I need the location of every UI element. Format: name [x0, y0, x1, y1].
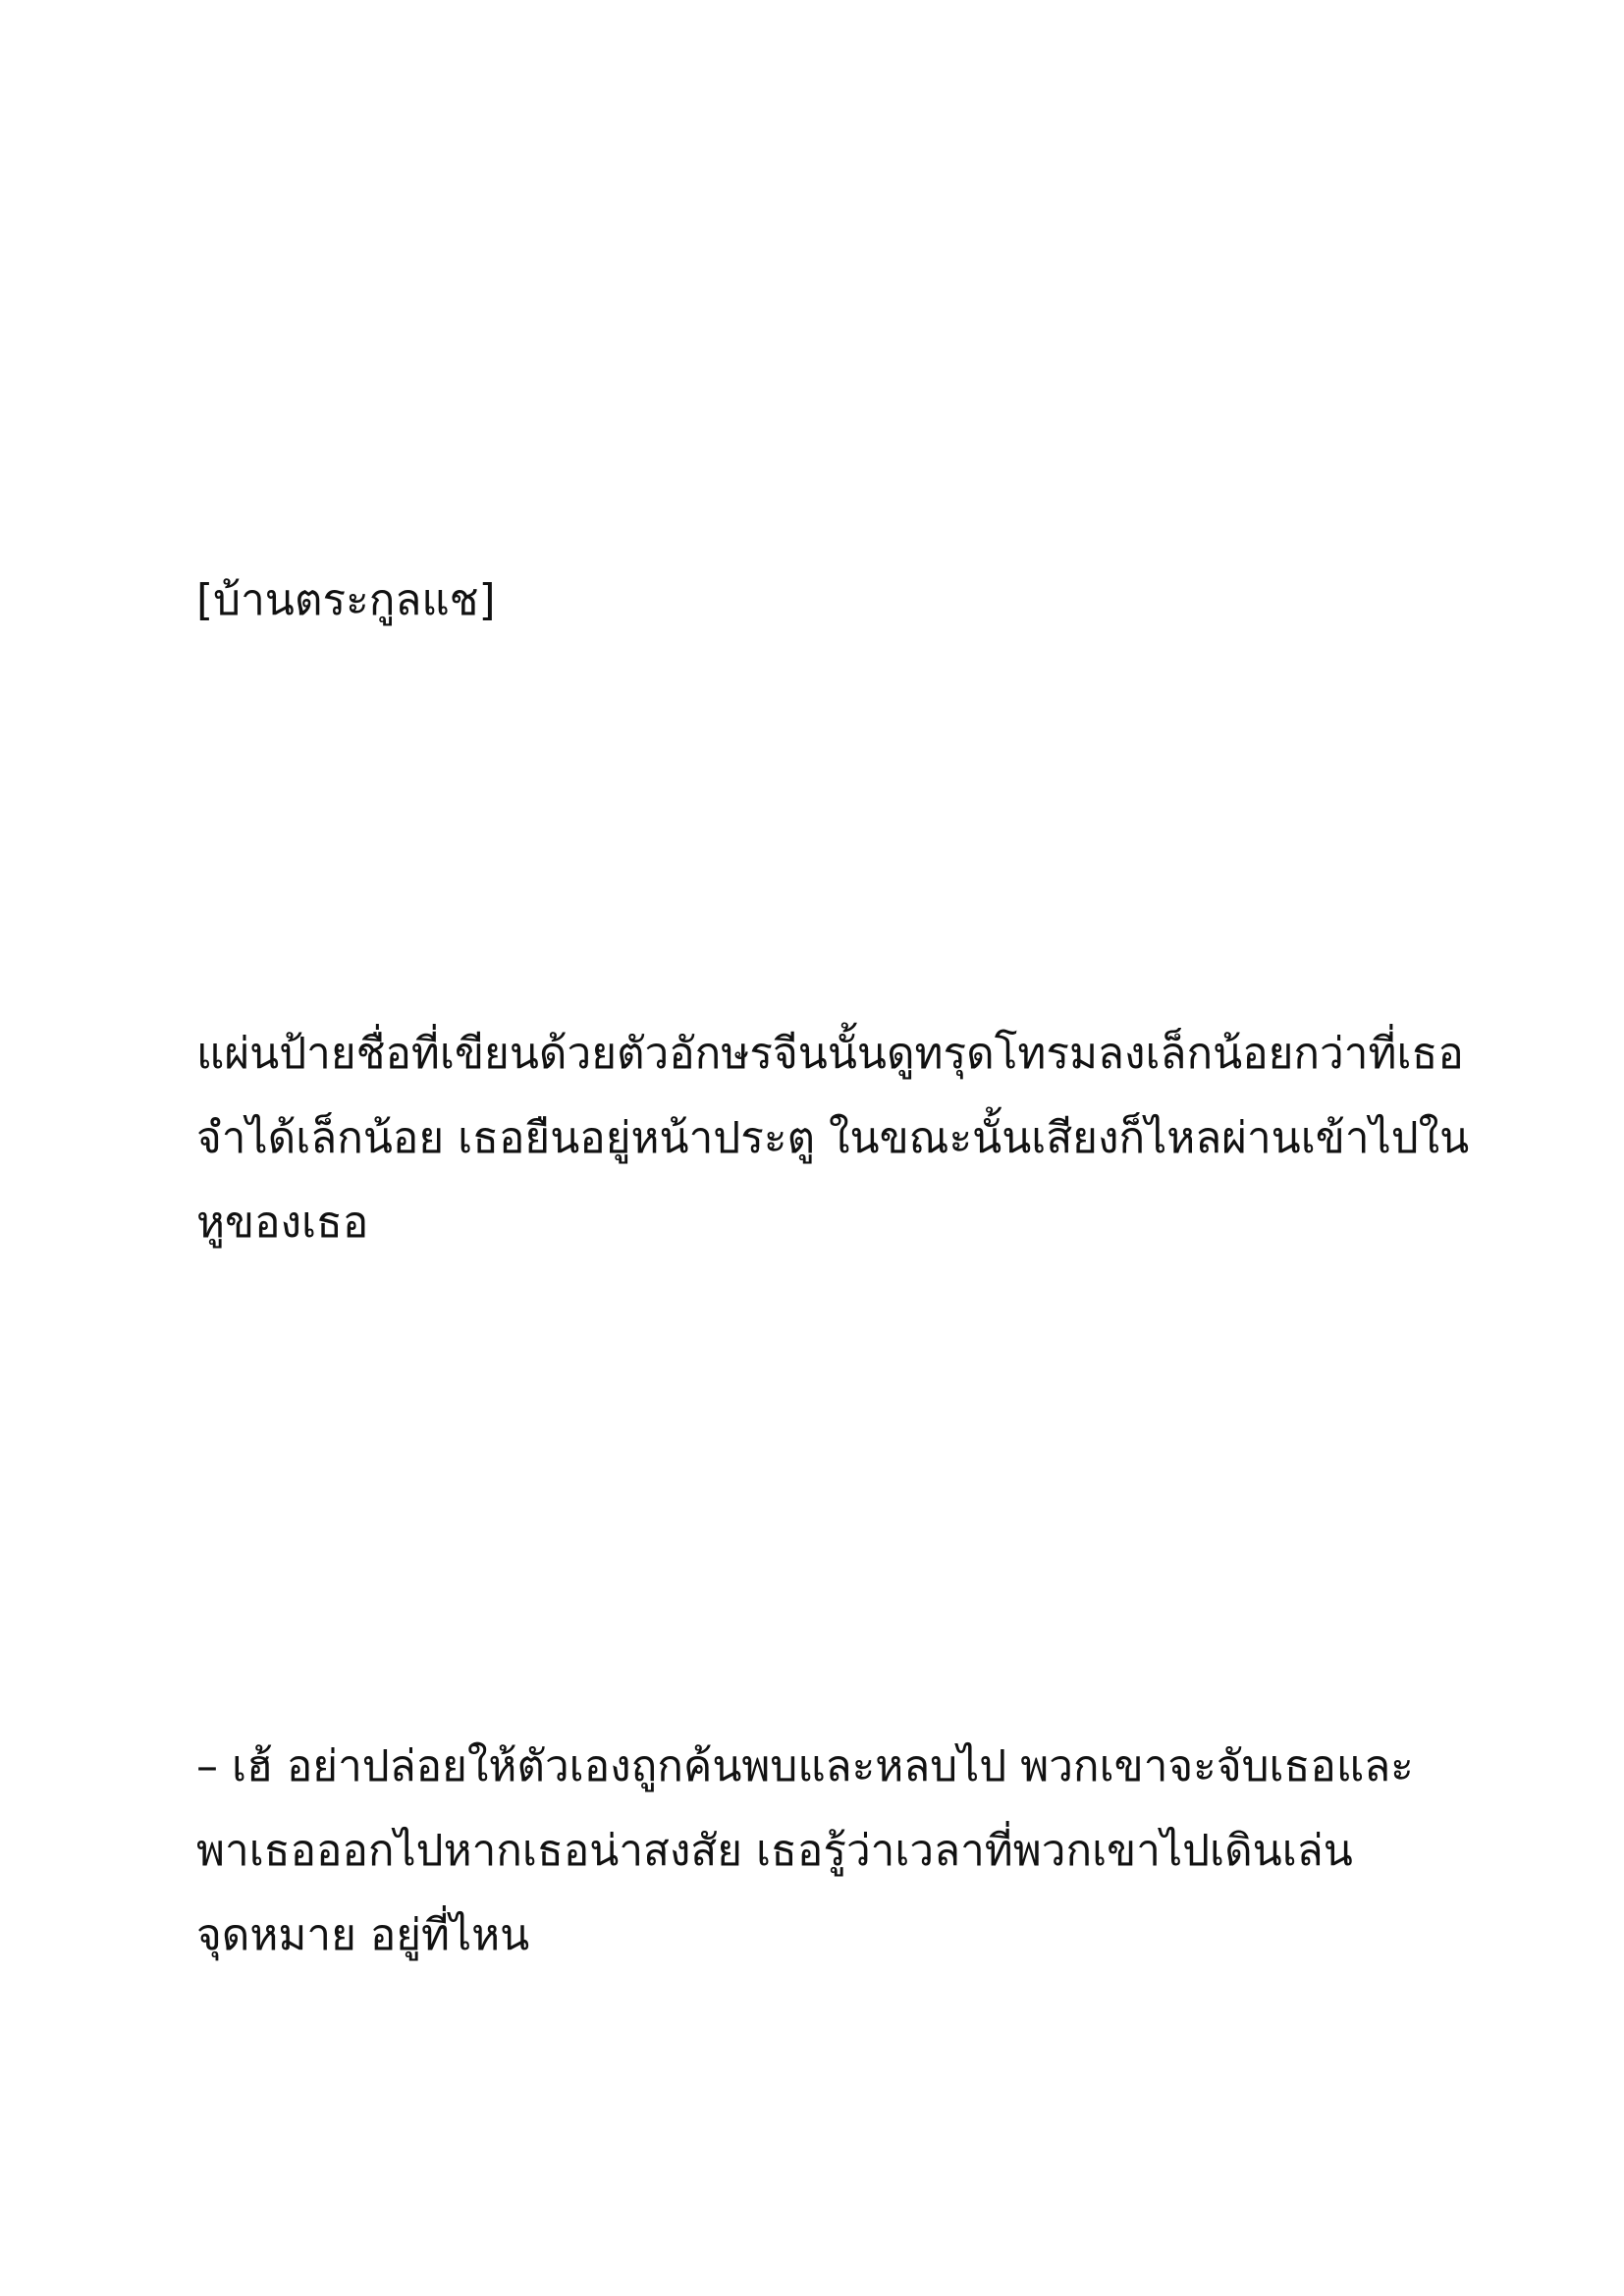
paragraph-line: พาเธอออกไปหากเธอน่าสงสัย เธอรู้ว่าเวลาที่พวกเขาไปเดินเล่น [196, 1826, 1353, 1876]
paragraph-line: จำได้เล็กน้อย เธอยืนอยู่หน้าประตู ในขณะนั้นเสียงก็ไหลผ่านเข้าไปใน [196, 1113, 1470, 1163]
paragraph-line: จุดหมาย อยู่ที่ไหน [196, 1910, 530, 1960]
narration-paragraph [196, 1012, 1473, 1265]
scene-heading: [บ้านตระกูลแช] [196, 575, 496, 625]
paragraph-line: – เฮ้ อย่าปล่อยให้ตัวเองถูกค้นพบและหลบไป พวกเขาจะจับเธอและ [196, 1741, 1414, 1791]
paragraph-line: หูของเธอ [196, 1198, 369, 1248]
dialogue-paragraph [196, 1725, 1473, 1978]
paragraph-line: แผ่นป้ายชื่อที่เขียนด้วยตัวอักษรจีนนั้นดูทรุดโทรมลงเล็กน้อยกว่าที่เธอ [196, 1029, 1464, 1079]
